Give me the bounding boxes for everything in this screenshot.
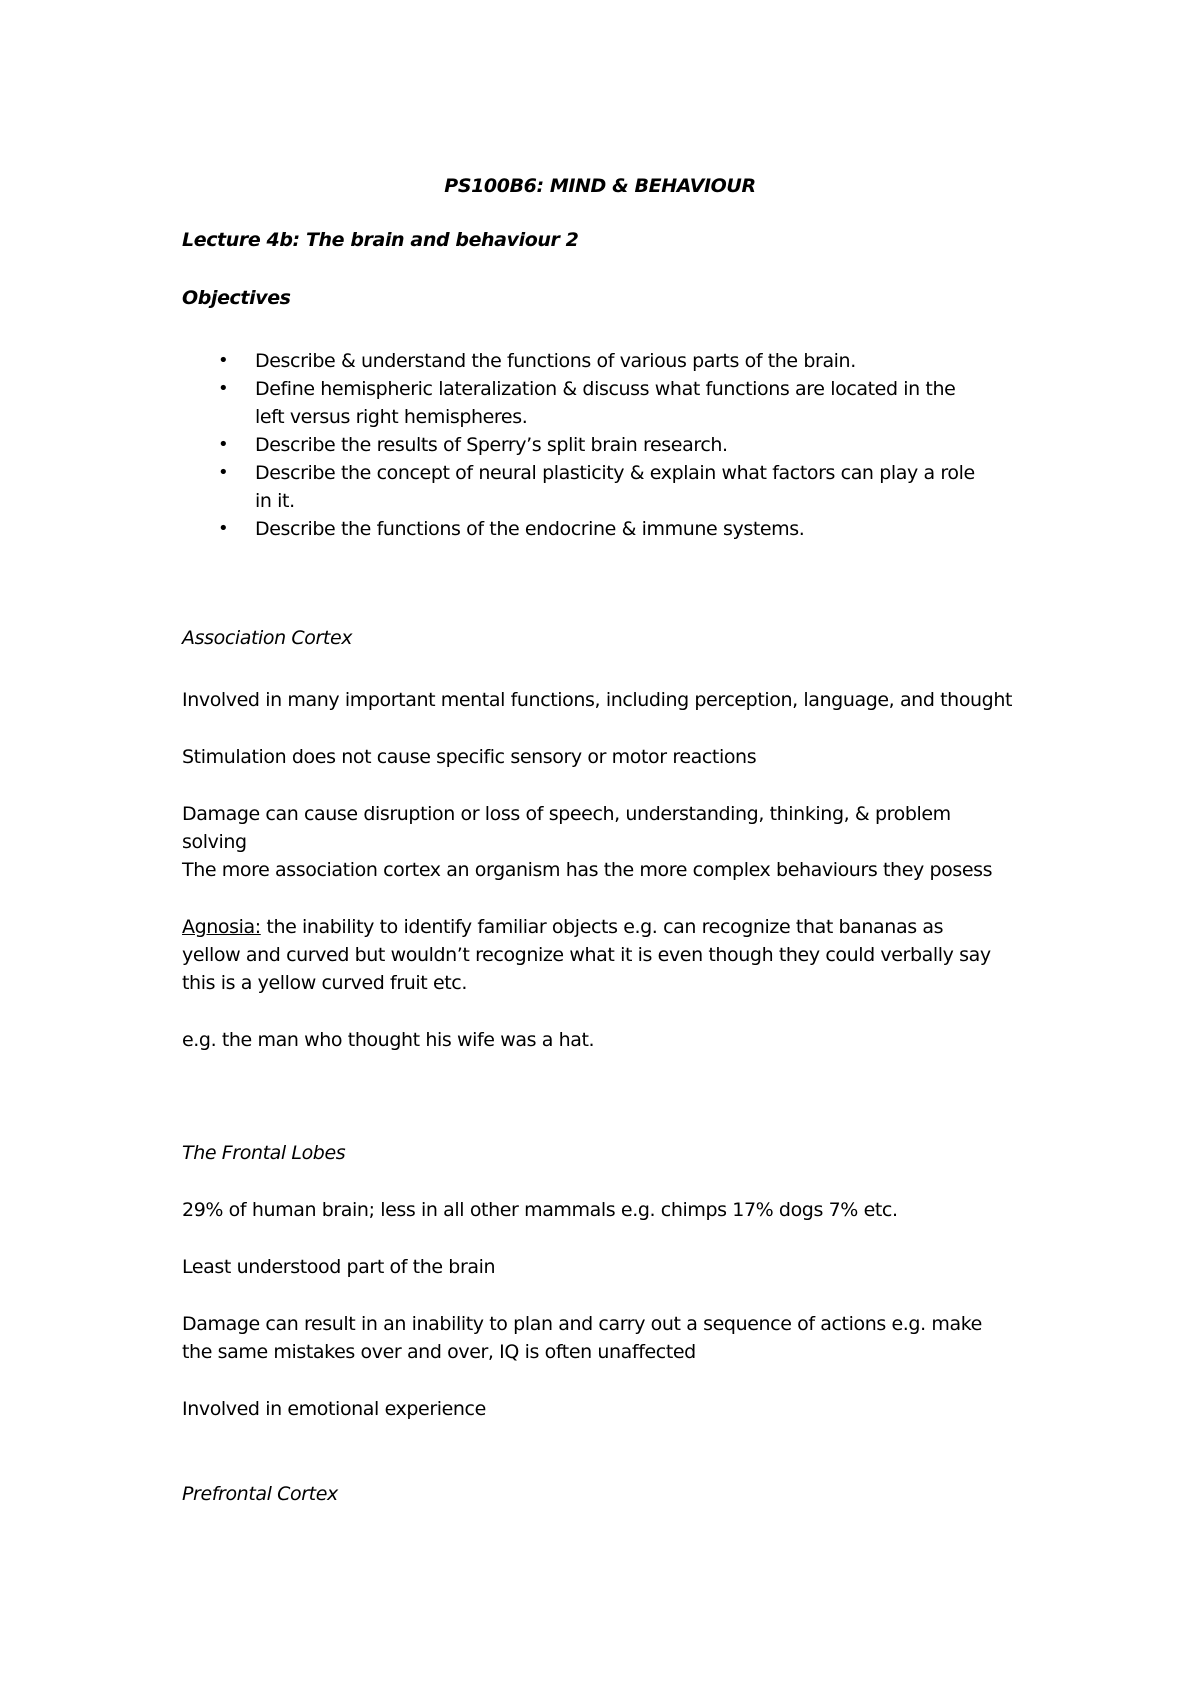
bullet-icon: • xyxy=(218,350,229,371)
objective-item-continuation: in it. xyxy=(255,490,295,512)
paragraph: Involved in emotional experience xyxy=(182,1398,486,1420)
agnosia-paragraph xyxy=(182,913,943,941)
paragraph-continuation: solving xyxy=(182,831,247,853)
paragraph: The more association cortex an organism has the more complex behaviours they posess xyxy=(182,859,993,881)
objective-item: Describe the functions of the endocrine & immune systems. xyxy=(255,518,805,540)
bullet-icon: • xyxy=(218,378,229,399)
agnosia-definition: the inability to identify familiar objects e.g. can recognize that bananas as xyxy=(260,916,944,938)
bullet-icon: • xyxy=(218,518,229,539)
objective-item-continuation: left versus right hemispheres. xyxy=(255,406,528,428)
section-heading-frontal-lobes: The Frontal Lobes xyxy=(182,1142,346,1164)
section-heading-association-cortex: Association Cortex xyxy=(182,627,353,649)
objectives-heading: Objectives xyxy=(182,287,291,309)
bullet-icon: • xyxy=(218,462,229,483)
objective-item: Describe the results of Sperry’s split brain research. xyxy=(255,434,728,456)
paragraph-continuation: this is a yellow curved fruit etc. xyxy=(182,972,467,994)
paragraph-continuation: the same mistakes over and over, IQ is often unaffected xyxy=(182,1341,696,1363)
lecture-title: Lecture 4b: The brain and behaviour 2 xyxy=(182,229,579,251)
paragraph: Stimulation does not cause specific sensory or motor reactions xyxy=(182,746,757,768)
paragraph: 29% of human brain; less in all other mammals e.g. chimps 17% dogs 7% etc. xyxy=(182,1199,898,1221)
paragraph: Damage can cause disruption or loss of speech, understanding, thinking, & problem xyxy=(182,803,951,825)
example-text: e.g. the man who thought his wife was a hat. xyxy=(182,1029,595,1051)
bullet-icon: • xyxy=(218,434,229,455)
paragraph: Least understood part of the brain xyxy=(182,1256,496,1278)
paragraph-continuation: yellow and curved but wouldn’t recognize what it is even though they could verbally say xyxy=(182,944,991,966)
paragraph: Damage can result in an inability to plan and carry out a sequence of actions e.g. make xyxy=(182,1313,982,1335)
objective-item: Describe & understand the functions of various parts of the brain. xyxy=(255,350,856,372)
objective-item: Describe the concept of neural plasticity & explain what factors can play a role xyxy=(255,462,975,484)
section-heading-prefrontal-cortex: Prefrontal Cortex xyxy=(182,1483,338,1505)
paragraph: Involved in many important mental functions, including perception, language, and thought xyxy=(182,689,1013,711)
objective-item: Define hemispheric lateralization & discuss what functions are located in the xyxy=(255,378,956,400)
course-title: PS100B6: MIND & BEHAVIOUR xyxy=(444,175,756,197)
agnosia-term: Agnosia: xyxy=(182,916,261,938)
